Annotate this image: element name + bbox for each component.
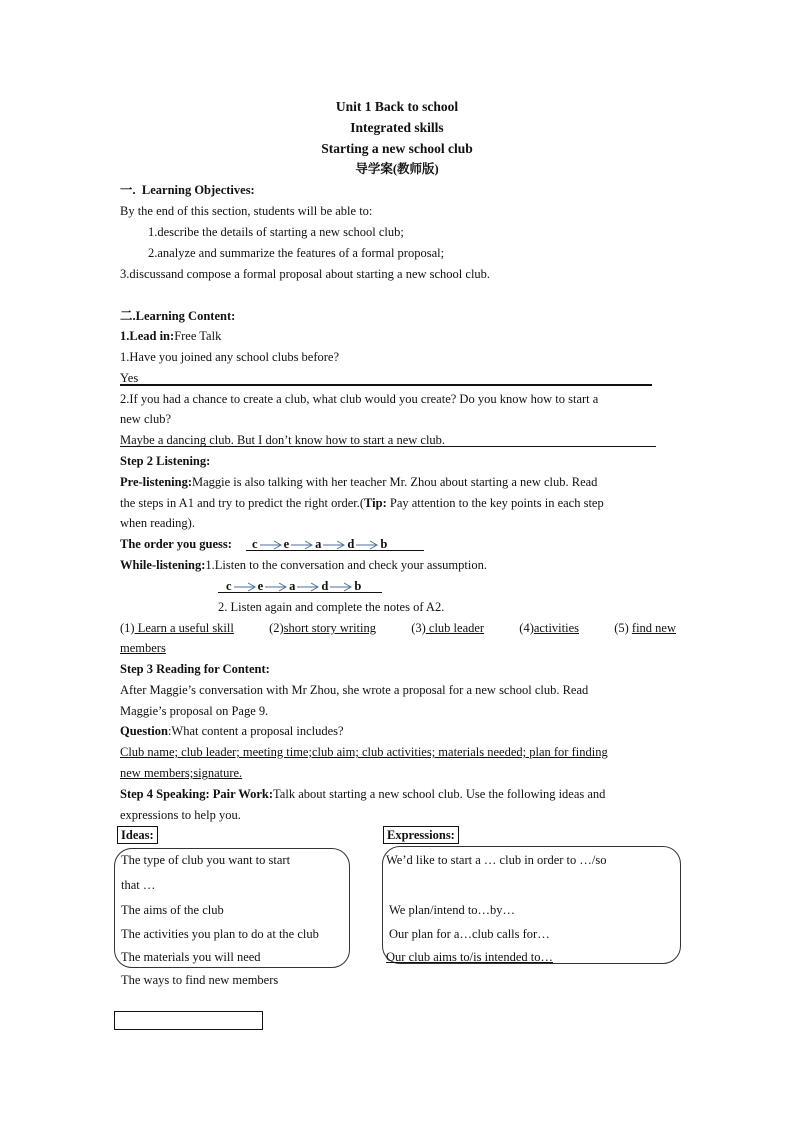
order-letter: d (347, 537, 355, 551)
idea-item: The aims of the club (121, 903, 224, 917)
question-1: 1.Have you joined any school clubs before? (120, 350, 340, 364)
lead-in-label: 1.Lead in: (120, 329, 175, 343)
unit-title: Unit 1 Back to school (335, 99, 459, 114)
note-num: (3) (411, 621, 426, 635)
expression-item: We’d like to start a … club in order to …/so (386, 853, 607, 867)
expression-item: Our plan for a…club calls for… (389, 927, 550, 941)
step3-text-1: After Maggie’s conversation with Mr Zhou, she wrote a proposal for a new school club. Read (120, 683, 589, 697)
while-listening-line2: 2. Listen again and complete the notes of A2. (218, 600, 445, 614)
step4-text: Talk about starting a new school club. Use the following ideas and (273, 787, 606, 801)
note-num: (5) (614, 621, 629, 635)
right-arrow-icon (258, 540, 284, 550)
answer-2: Maybe a dancing club. But I don’t know how to start a new club. (120, 433, 446, 447)
note-answer: Learn a useful skill (134, 621, 234, 635)
pre-listening-label: Pre-listening: (120, 475, 192, 489)
answer-1-line (120, 384, 652, 386)
step3-heading: Step 3 Reading for Content: (120, 662, 270, 676)
note-answer: club leader (425, 621, 485, 635)
expressions-label: Expressions: (383, 826, 459, 844)
right-arrow-icon (232, 582, 258, 592)
order-letter: d (321, 579, 329, 593)
objectives-heading (120, 182, 255, 198)
lead-in (120, 328, 221, 344)
objectives-intro: By the end of this section, students will be able to: (120, 204, 373, 218)
objectives-heading-text: Learning Objectives: (141, 183, 255, 197)
order-letter: a (289, 579, 296, 593)
right-arrow-icon (328, 582, 354, 592)
note-item (411, 620, 484, 636)
step4-label: Step 4 Speaking: Pair Work: (120, 787, 274, 801)
idea-item: The materials you will need (121, 950, 261, 964)
step4-line2: expressions to help you. (120, 808, 241, 822)
note-item (614, 620, 676, 636)
expression-item: We plan/intend to…by… (389, 903, 516, 917)
order-letter: b (354, 579, 362, 593)
expression-item: Our club aims to/is intended to… (386, 950, 553, 964)
while-listening-line1 (120, 557, 487, 573)
order-letter: a (315, 537, 322, 551)
note-num: (2) (269, 621, 284, 635)
blank-answer-box[interactable] (114, 1011, 263, 1030)
question-text: :What content a proposal includes? (167, 724, 344, 738)
section-title: Integrated skills (350, 120, 444, 135)
while-listening-label: While-listening: (120, 558, 206, 572)
objective-item: 2.analyze and summarize the features of a formal proposal; (148, 246, 445, 260)
pre-listening-text-2b: Pay attention to the key points in each step (386, 496, 604, 510)
question-label: Question (120, 724, 168, 738)
order-letter: e (283, 537, 290, 551)
order-letter: b (380, 537, 388, 551)
objectives-heading-num: 一. (120, 183, 136, 197)
note-item (269, 620, 376, 636)
content-heading: 二.Learning Content: (120, 309, 236, 323)
lead-in-text: Free Talk (174, 329, 222, 343)
idea-item: The activities you plan to do at the club (121, 927, 319, 941)
while-listening-text: 1.Listen to the conversation and check your assumption. (205, 558, 487, 572)
pre-listening-text-2a: the steps in A1 and try to predict the right order.( (120, 496, 365, 510)
topic-title: Starting a new school club (321, 141, 473, 156)
order-letter: e (257, 579, 264, 593)
answer-2-line (120, 446, 656, 447)
ideas-label: Ideas: (117, 826, 158, 844)
pre-listening-line2 (120, 495, 604, 511)
answer-1: Yes (120, 371, 139, 385)
question-2-line1: 2.If you had a chance to create a club, what club would you create? Do you know how to start a (120, 392, 599, 406)
note-num: (4) (519, 621, 534, 635)
objective-item: 1.describe the details of starting a new school club; (148, 225, 404, 239)
version-label: 导学案(教师版) (355, 162, 439, 176)
objective-item: 3.discussand compose a formal proposal about starting a new school club. (120, 267, 491, 281)
right-arrow-icon (295, 582, 321, 592)
idea-item: The ways to find new members (121, 973, 279, 987)
notes-answers (120, 620, 676, 636)
guess-order-underline (246, 550, 424, 551)
pre-listening-line1 (120, 474, 597, 490)
note-num: (1) (120, 621, 135, 635)
step4-line1 (120, 786, 605, 802)
order-letter: c (252, 537, 258, 551)
tip-label: Tip: (364, 496, 387, 510)
note-answer: activities (533, 621, 579, 635)
check-order-underline (218, 592, 382, 593)
idea-item: that … (121, 878, 156, 892)
pre-listening-line3: when reading). (120, 516, 195, 530)
idea-item: The type of club you want to start (121, 853, 291, 867)
note-answer: short story writing (283, 621, 376, 635)
note-item (519, 620, 579, 636)
note-answer: find new (631, 621, 676, 635)
right-arrow-icon (263, 582, 289, 592)
guess-order-line (120, 536, 232, 552)
order-letter: c (226, 579, 232, 593)
notes-continuation: members (120, 641, 166, 655)
proposal-answer-line1: Club name; club leader; meeting time;club aim; club activities; materials needed; plan for finding (120, 745, 608, 759)
proposal-answer-line2: new members;signature. (120, 766, 243, 780)
question-2-line2: new club? (120, 412, 172, 426)
right-arrow-icon (354, 540, 380, 550)
pre-listening-text: Maggie is also talking with her teacher Mr. Zhou about starting a new club. Read (191, 475, 598, 489)
right-arrow-icon (289, 540, 315, 550)
right-arrow-icon (321, 540, 347, 550)
question-line (120, 723, 344, 739)
step3-text-2: Maggie’s proposal on Page 9. (120, 704, 269, 718)
step2-heading: Step 2 Listening: (120, 454, 211, 468)
note-item (120, 620, 234, 636)
guess-order-label: The order you guess: (120, 537, 232, 551)
